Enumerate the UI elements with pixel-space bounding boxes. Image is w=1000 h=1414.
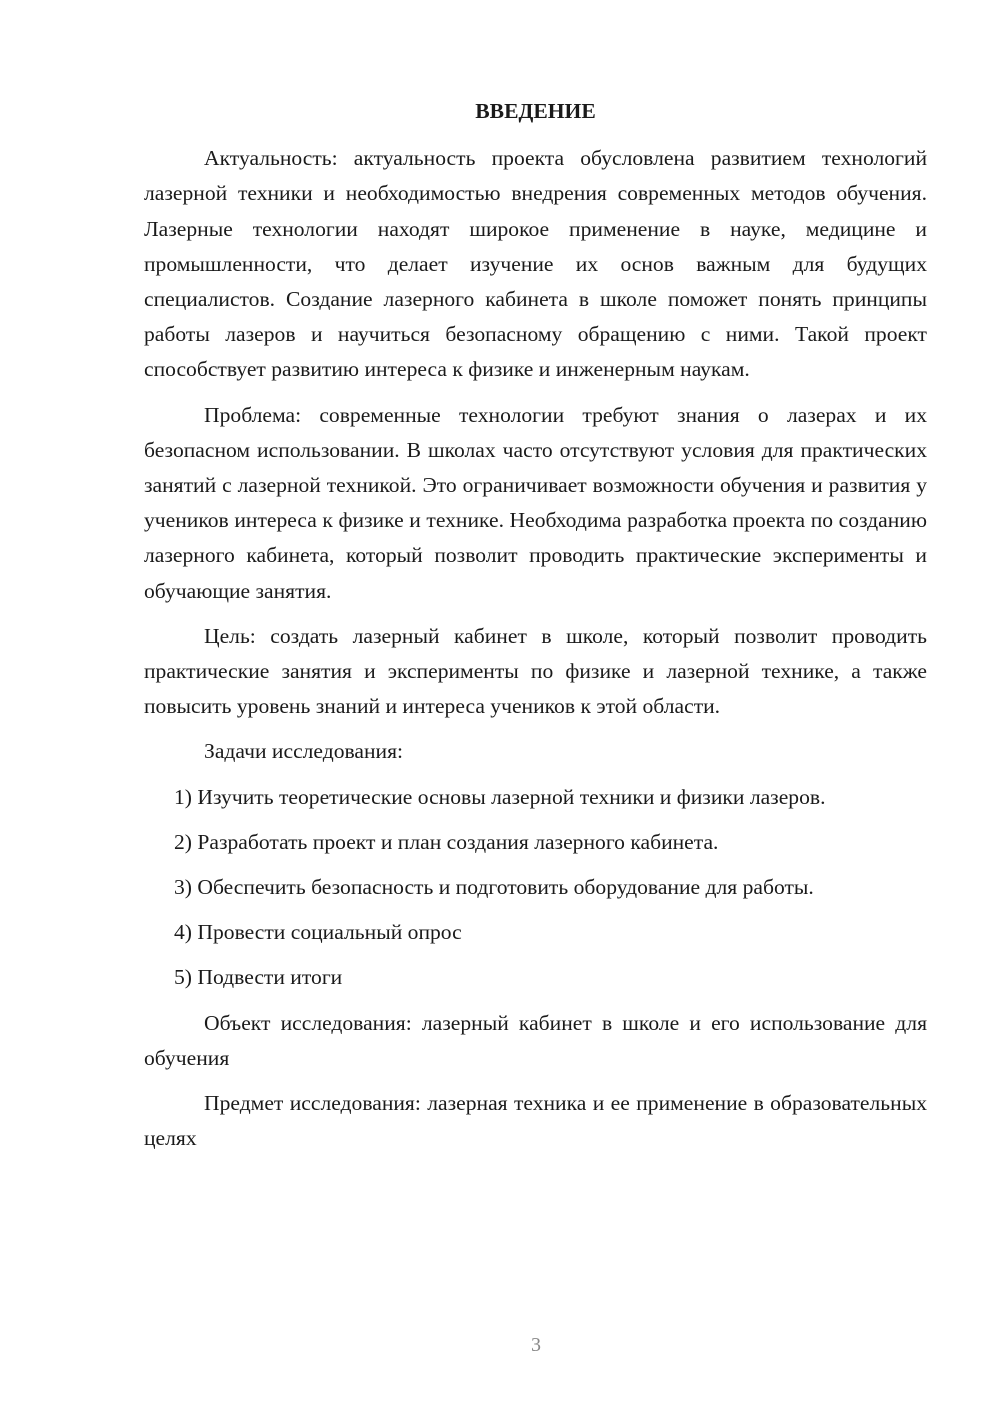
section-heading: ВВЕДЕНИЕ (475, 99, 596, 123)
goal-paragraph: Цель: создать лазерный кабинет в школе, который позволит проводить практические занятия и эксперименты по физике и лазерной технике, а также повысить уровень знаний и интереса учеников к этой области. (144, 623, 927, 719)
task-item-1: 1) Изучить теоретические основы лазерной техники и физики лазеров. (174, 784, 826, 809)
problem-paragraph: Проблема: современные технологии требуют знания о лазерах и их безопасном использовании. В школах часто отсутствуют условия для практических занятий с лазерной техникой. Это ограничивает возможности обучения и развития у учеников интереса к физике и технике. Необходима разработка проекта по созданию лазерного кабинета, который позволит проводить практические эксперименты и обучающие занятия. (144, 402, 927, 603)
tasks-header: Задачи исследования: (204, 739, 404, 764)
task-item-2: 2) Разработать проект и план создания лазерного кабинета. (174, 829, 719, 854)
task-item-5: 5) Подвести итоги (174, 965, 343, 990)
subject-paragraph: Предмет исследования: лазерная техника и ее применение в образовательных целях (144, 1091, 927, 1151)
task-item-4: 4) Провести социальный опрос (174, 920, 462, 945)
task-item-3: 3) Обеспечить безопасность и подготовить оборудование для работы. (174, 875, 814, 900)
relevance-paragraph: Актуальность: актуальность проекта обусловлена развитием технологий лазерной техники и необходимостью внедрения современных методов обучения. Лазерные технологии находят широкое применение в науке, медицине и промышленности, что делает изучение их основ важным для будущих специалистов. Создание лазерного кабинета в школе поможет понять принципы работы лазеров и научиться безопасному обращению с ними. Такой проект способствует развитию интереса к физике и инженерным наукам. (144, 146, 927, 382)
object-paragraph: Объект исследования: лазерный кабинет в школе и его использование для обучения (144, 1010, 927, 1070)
page-number: 3 (531, 1334, 541, 1356)
page-content (144, 94, 927, 1166)
